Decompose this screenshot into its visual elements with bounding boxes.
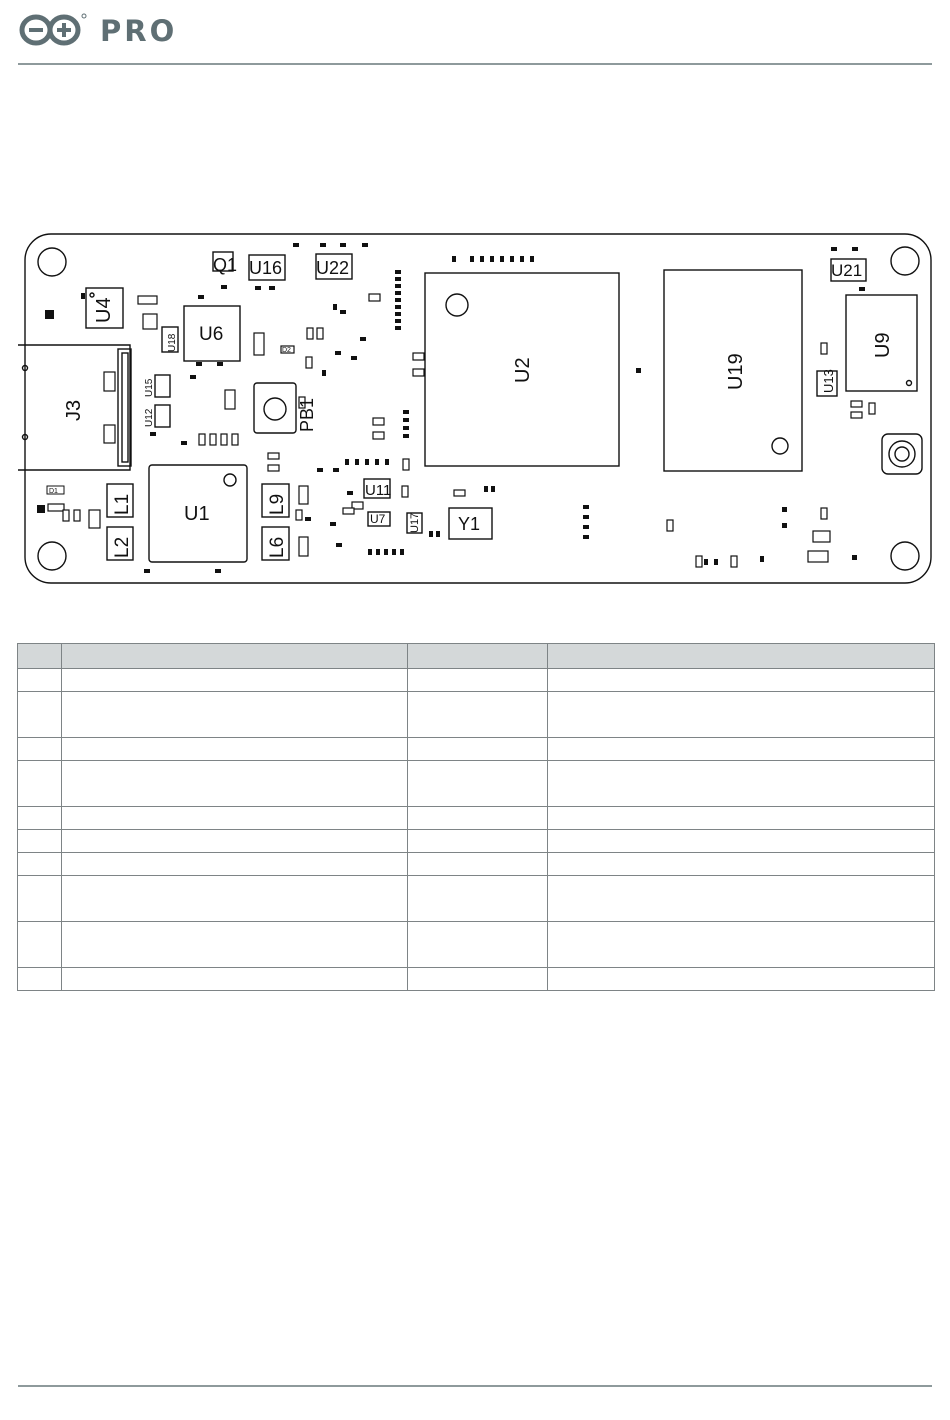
label-q1: Q1 xyxy=(213,255,238,275)
board-topview-drawing xyxy=(18,225,938,593)
table-cell xyxy=(548,876,935,922)
table-cell xyxy=(548,738,935,761)
label-u1: U1 xyxy=(184,503,210,525)
table-cell xyxy=(548,830,935,853)
table-cell xyxy=(18,738,62,761)
table-cell xyxy=(548,853,935,876)
table-cell xyxy=(18,669,62,692)
table-cell xyxy=(408,669,548,692)
footer-divider xyxy=(18,1385,932,1387)
label-u6: U6 xyxy=(199,324,224,345)
table-row xyxy=(18,669,935,692)
table-cell xyxy=(408,876,548,922)
table-cell xyxy=(18,876,62,922)
label-u22: U22 xyxy=(316,258,350,278)
table-cell xyxy=(18,807,62,830)
table-cell xyxy=(62,968,408,991)
table-cell xyxy=(62,876,408,922)
table-cell xyxy=(18,922,62,968)
table-cell xyxy=(62,830,408,853)
table-cell xyxy=(62,669,408,692)
pushbutton-pb1 xyxy=(254,383,296,433)
logo-text: PRO xyxy=(100,14,178,48)
mounting-hole-icon xyxy=(891,542,919,570)
table-header-row xyxy=(18,644,935,669)
table-cell xyxy=(62,692,408,738)
header-cell-description2 xyxy=(548,644,935,669)
label-l6: L6 xyxy=(267,536,288,558)
table-cell xyxy=(408,922,548,968)
table-cell xyxy=(548,761,935,807)
table-cell xyxy=(18,761,62,807)
label-l9: L9 xyxy=(267,493,288,515)
table-cell xyxy=(408,968,548,991)
table-cell xyxy=(548,968,935,991)
label-u12: U12 xyxy=(144,408,155,427)
label-u2: U2 xyxy=(512,357,534,383)
table-cell xyxy=(548,692,935,738)
table-cell xyxy=(62,807,408,830)
table-row xyxy=(18,853,935,876)
label-u21: U21 xyxy=(831,261,863,280)
label-u17: U17 xyxy=(409,512,421,533)
label-d2: D2 xyxy=(282,347,291,354)
table-cell xyxy=(62,761,408,807)
header-cell-ref2 xyxy=(408,644,548,669)
label-u18: U18 xyxy=(167,333,178,352)
label-l2: L2 xyxy=(112,536,133,558)
mounting-hole-icon xyxy=(38,542,66,570)
mounting-hole-icon xyxy=(38,248,66,276)
table-row xyxy=(18,876,935,922)
header-cell-description xyxy=(62,644,408,669)
label-u13: U13 xyxy=(821,369,836,393)
label-y1: Y1 xyxy=(458,514,481,534)
table-cell xyxy=(62,853,408,876)
label-j3: J3 xyxy=(63,399,85,421)
table-cell xyxy=(408,807,548,830)
table-row xyxy=(18,807,935,830)
label-pb1: PB1 xyxy=(297,397,317,432)
mounting-hole-icon xyxy=(891,247,919,275)
table-row xyxy=(18,922,935,968)
arduino-logo-icon xyxy=(18,12,90,48)
label-u16: U16 xyxy=(249,258,283,278)
page-header xyxy=(18,10,932,64)
label-l1: L1 xyxy=(112,493,133,515)
table-cell xyxy=(62,738,408,761)
table-cell xyxy=(62,922,408,968)
table-cell xyxy=(548,807,935,830)
label-d1: D1 xyxy=(49,488,58,495)
table-cell xyxy=(18,853,62,876)
antenna-connector xyxy=(882,434,922,474)
label-u9: U9 xyxy=(872,332,894,358)
table-cell xyxy=(18,830,62,853)
header-divider xyxy=(18,63,932,65)
table-row xyxy=(18,968,935,991)
table-cell xyxy=(18,692,62,738)
label-u11: U11 xyxy=(365,482,392,499)
table-cell xyxy=(408,738,548,761)
table-cell xyxy=(548,669,935,692)
table-row xyxy=(18,761,935,807)
component-table xyxy=(17,643,935,991)
label-u4: U4 xyxy=(93,297,115,323)
label-u15: U15 xyxy=(144,378,155,397)
table-cell xyxy=(18,968,62,991)
label-u7: U7 xyxy=(370,512,386,526)
header-cell-ref xyxy=(18,644,62,669)
table-cell xyxy=(408,853,548,876)
label-u19: U19 xyxy=(725,353,747,390)
table-cell xyxy=(408,830,548,853)
table-row xyxy=(18,738,935,761)
table-row xyxy=(18,830,935,853)
table-cell xyxy=(408,761,548,807)
table-cell xyxy=(548,922,935,968)
board-outline-svg xyxy=(18,225,938,593)
table-cell xyxy=(408,692,548,738)
table-row xyxy=(18,692,935,738)
